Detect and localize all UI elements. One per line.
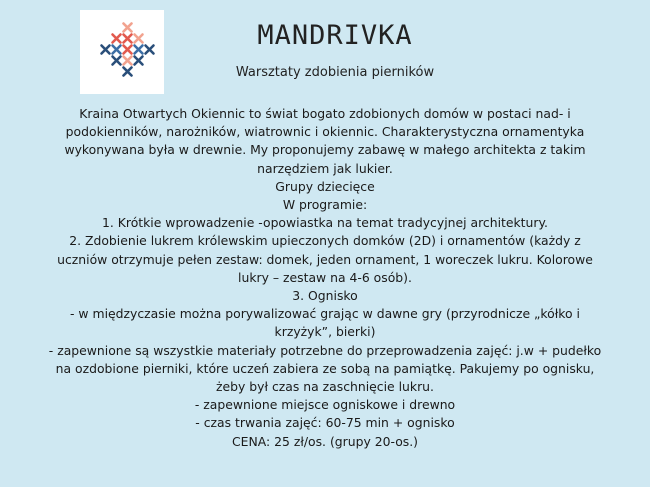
text-line: lukry – zestaw na 4-6 osób). (238, 269, 412, 285)
stitch-cross-mark (113, 57, 121, 65)
stitch-cross-mark (113, 46, 121, 54)
stitch-cross-mark (135, 46, 143, 54)
stitch-cross-mark (124, 57, 132, 65)
text-line: - zapewnione miejsce ogniskowe i drewno (194, 397, 456, 413)
stitch-cross-mark (102, 46, 110, 54)
text-line: W programie: (282, 197, 368, 213)
text-line: 3. Ognisko (292, 288, 358, 304)
text-line: narzędziem jak lukier. (257, 160, 393, 176)
stitch-cross-mark (135, 35, 143, 43)
text-line: Kraina Otwartych Okiennic to świat bogato zdobionych domów w postaci nad- i (79, 106, 571, 121)
brand-name: MANDRIVKA (257, 20, 413, 51)
text-line: - czas trwania zajęć: 60-75 min + ognisko (195, 415, 455, 431)
text-line: podokienników, narożników, wiatrownic i okiennic. Charakterystyczna ornamentyka (65, 124, 585, 140)
text-line: Grupy dziecięce (275, 178, 375, 194)
text-line: krzyżyk”, bierki) (274, 324, 376, 340)
text-line: - zapewnione są wszystkie materiały potrzebne do przeprowadzenia zajęć: j.w + pudełko (48, 342, 602, 358)
stitch-cross-mark (124, 24, 132, 32)
stitch-cross-mark (146, 46, 154, 54)
text-line: wykonywana była w drewnie. My proponujemy zabawę w małego architekta z takim (64, 142, 586, 158)
cross-stitch-pattern-icon (80, 10, 164, 94)
stitch-cross-mark (124, 46, 132, 54)
text-line: CENA: 25 zł/os. (grupy 20-os.) (232, 433, 418, 449)
page-subtitle: Warsztaty zdobienia pierników (235, 65, 435, 80)
logo (80, 10, 164, 94)
text-line: 2. Zdobienie lukrem królewskim upieczonych domków (2D) i ornamentów (każdy z (69, 233, 581, 249)
stitch-cross-mark (124, 35, 132, 43)
text-line: - w międzyczasie można porywalizować grając w dawne gry (przyrodnicze „kółko i (70, 306, 580, 322)
description-text (4, 105, 646, 451)
text-line: na ozdobione pierniki, które uczeń zabiera ze sobą na pamiątkę. Pakujemy po ognisku, (55, 360, 595, 376)
stitch-cross-mark (113, 35, 121, 43)
text-line: 1. Krótkie wprowadzenie -opowiastka na temat tradycyjnej architektury. (101, 215, 548, 231)
stitch-cross-mark (124, 68, 132, 76)
text-line: żeby był czas na zaschnięcie lukru. (216, 379, 434, 395)
text-line: uczniów otrzymuje pełen zestaw: domek, jeden ornament, 1 woreczek lukru. Kolorowe (57, 251, 593, 267)
stitch-cross-mark (135, 57, 143, 65)
